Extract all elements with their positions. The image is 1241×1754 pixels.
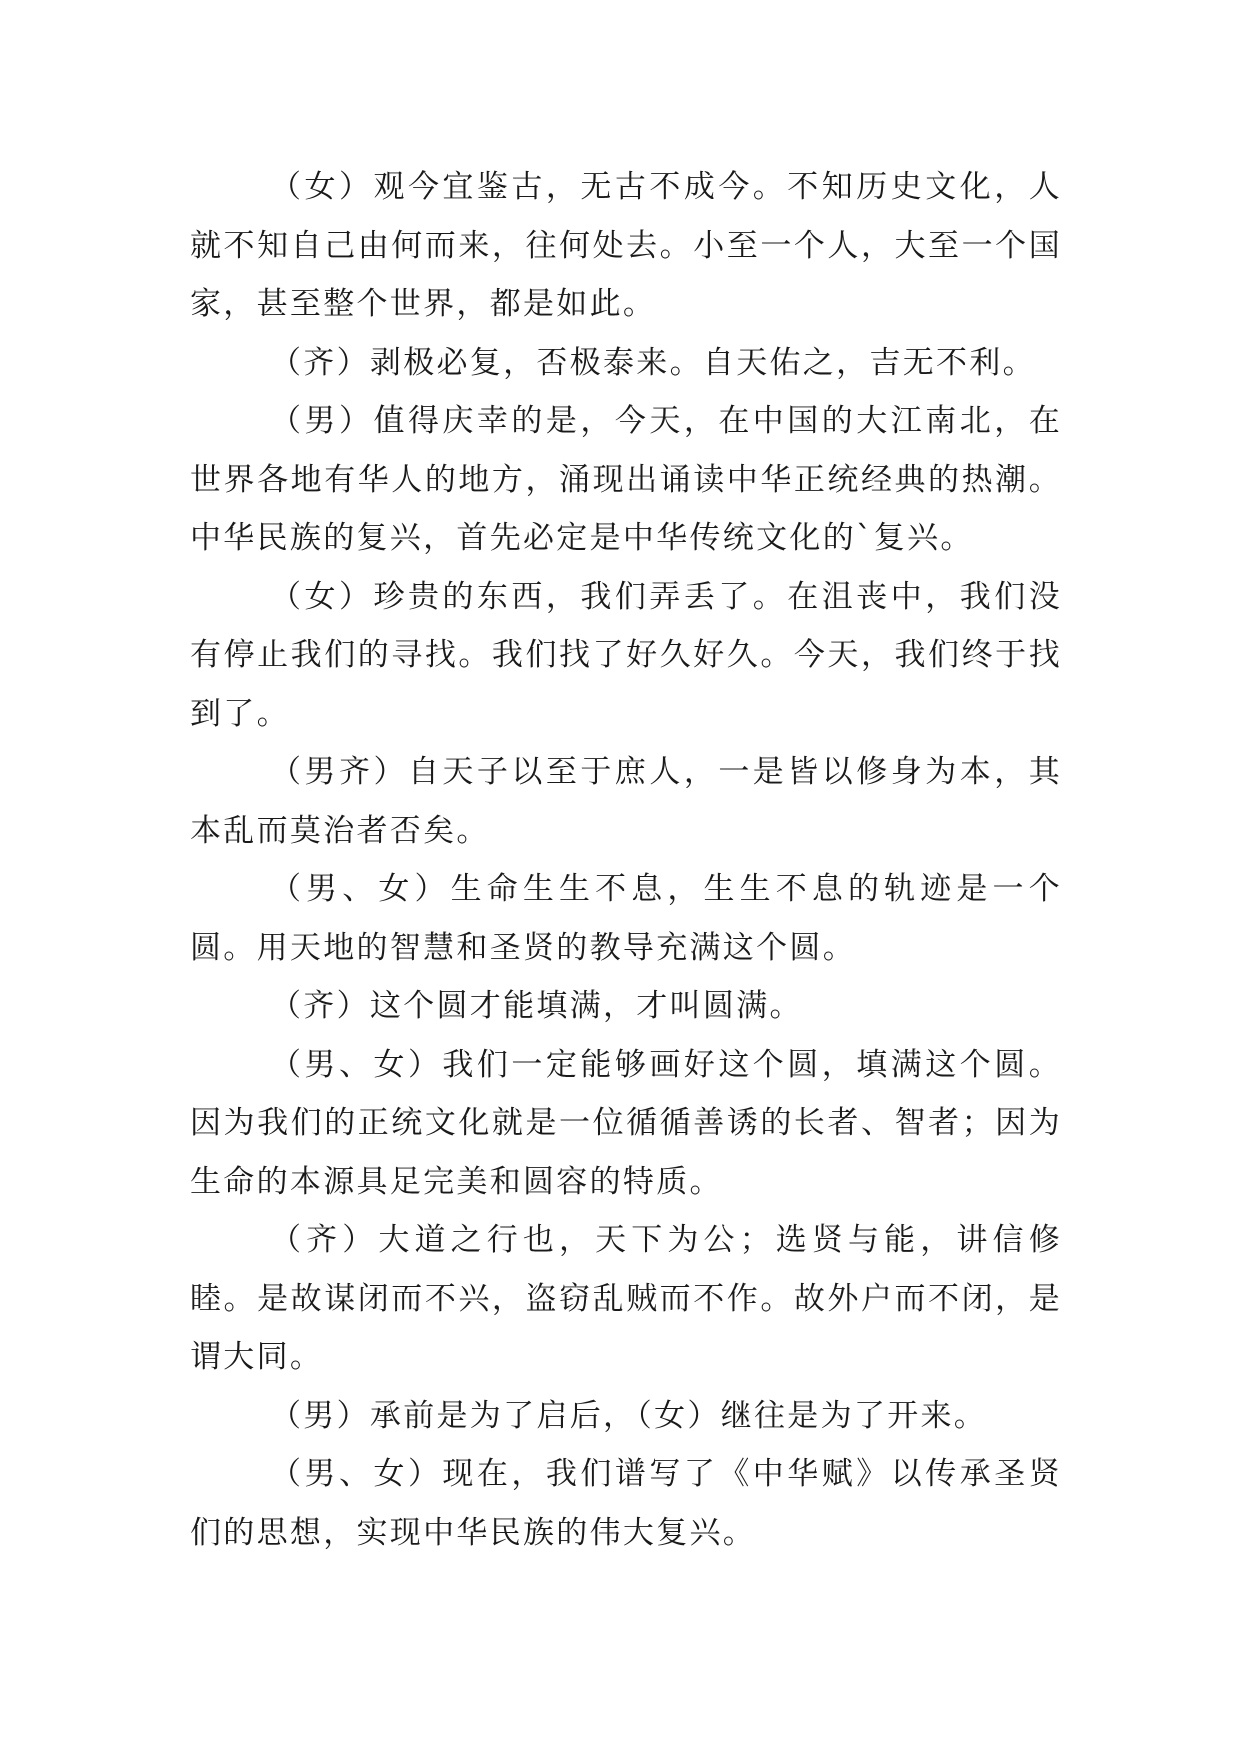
paragraph: （齐）大道之行也，天下为公；选贤与能，讲信修睦。是故谋闭而不兴，盗窃乱贼而不作。故外户而不闭，是谓大同。 [190, 1222, 1062, 1375]
paragraph: （男）承前是为了启后，（女）继往是为了开来。 [270, 1397, 988, 1434]
paragraph: （男齐）自天子以至于庶人，一是皆以修身为本，其本乱而莫治者否矣。 [190, 754, 1062, 849]
paragraph: （男）值得庆幸的是，今天，在中国的大江南北，在世界各地有华人的地方，涌现出诵读中华正统经典的热潮。中华民族的复兴，首先必定是中华传统文化的`复兴。 [190, 403, 1062, 556]
document-body [190, 158, 1062, 1562]
paragraph: （女）观今宜鉴古，无古不成今。不知历史文化，人就不知自己由何而来，往何处去。小至一个人，大至一个国家，甚至整个世界，都是如此。 [190, 169, 1062, 322]
paragraph: （男、女）我们一定能够画好这个圆，填满这个圆。因为我们的正统文化就是一位循循善诱的长者、智者；因为生命的本源具足完美和圆容的特质。 [190, 1046, 1062, 1200]
paragraph: （齐）剥极必复，否极泰来。自天佑之，吉无不利。 [270, 344, 1036, 381]
paragraph: （男、女）生命生生不息，生生不息的轨迹是一个圆。用天地的智慧和圣贤的教导充满这个圆。 [190, 871, 1062, 966]
paragraph: （女）珍贵的东西，我们弄丢了。在沮丧中，我们没有停止我们的寻找。我们找了好久好久。今天，我们终于找到了。 [190, 578, 1062, 732]
paragraph: （齐）这个圆才能填满，才叫圆满。 [270, 988, 803, 1024]
paragraph: （男、女）现在，我们谱写了《中华赋》以传承圣贤们的思想，实现中华民族的伟大复兴。 [190, 1456, 1062, 1551]
